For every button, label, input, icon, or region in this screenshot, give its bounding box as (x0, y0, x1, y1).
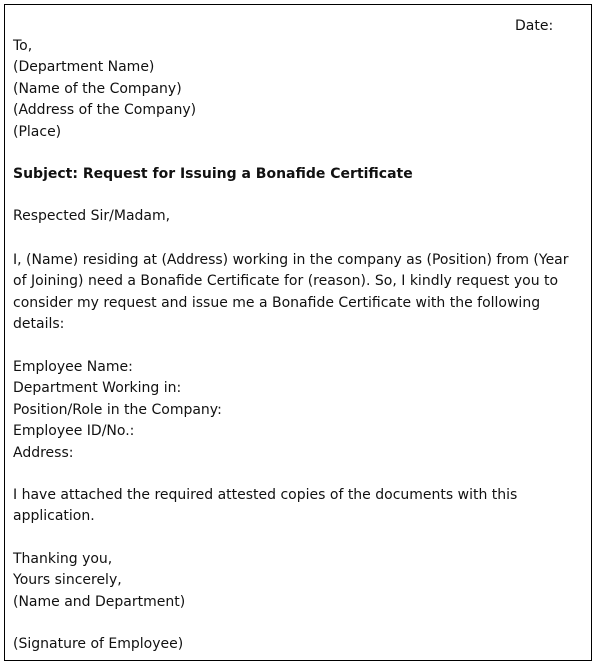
attachment-line: application. (13, 508, 95, 525)
salutation: Respected Sir/Madam, (13, 208, 171, 224)
recipient-department: (Department Name) (13, 59, 155, 76)
detail-employee-id: Employee ID/No.: (13, 423, 135, 440)
recipient-place: (Place) (13, 123, 62, 140)
closing-sincerely: Yours sincerely, (13, 572, 122, 589)
closing-block (13, 549, 585, 613)
recipient-block (13, 36, 585, 143)
detail-position: Position/Role in the Company: (13, 401, 222, 418)
recipient-to: To, (13, 38, 33, 54)
body-line: of Joining) need a Bonafide Certificate for (reason). So, I kindly request you to (13, 273, 559, 290)
date-label: Date: (515, 18, 554, 34)
attachment-paragraph (13, 485, 585, 528)
recipient-company-name: (Name of the Company) (13, 80, 182, 97)
detail-employee-name: Employee Name: (13, 359, 133, 375)
body-line: I, (Name) residing at (Address) working in the company as (Position) from (Year (13, 252, 569, 268)
signature-line: (Signature of Employee) (13, 636, 184, 652)
body-line: details: (13, 316, 65, 333)
closing-thanks: Thanking you, (13, 551, 113, 567)
attachment-line: I have attached the required attested copies of the documents with this (13, 487, 518, 503)
closing-name-department: (Name and Department) (13, 593, 186, 610)
body-line: consider my request and issue me a Bonafide Certificate with the following (13, 294, 541, 311)
body-paragraph (13, 250, 585, 336)
detail-department: Department Working in: (13, 380, 182, 397)
detail-address: Address: (13, 444, 74, 461)
details-list (13, 357, 585, 464)
subject-line: Subject: Request for Issuing a Bonafide Certificate (13, 166, 413, 182)
letter-document (4, 4, 592, 661)
recipient-company-address: (Address of the Company) (13, 102, 197, 119)
